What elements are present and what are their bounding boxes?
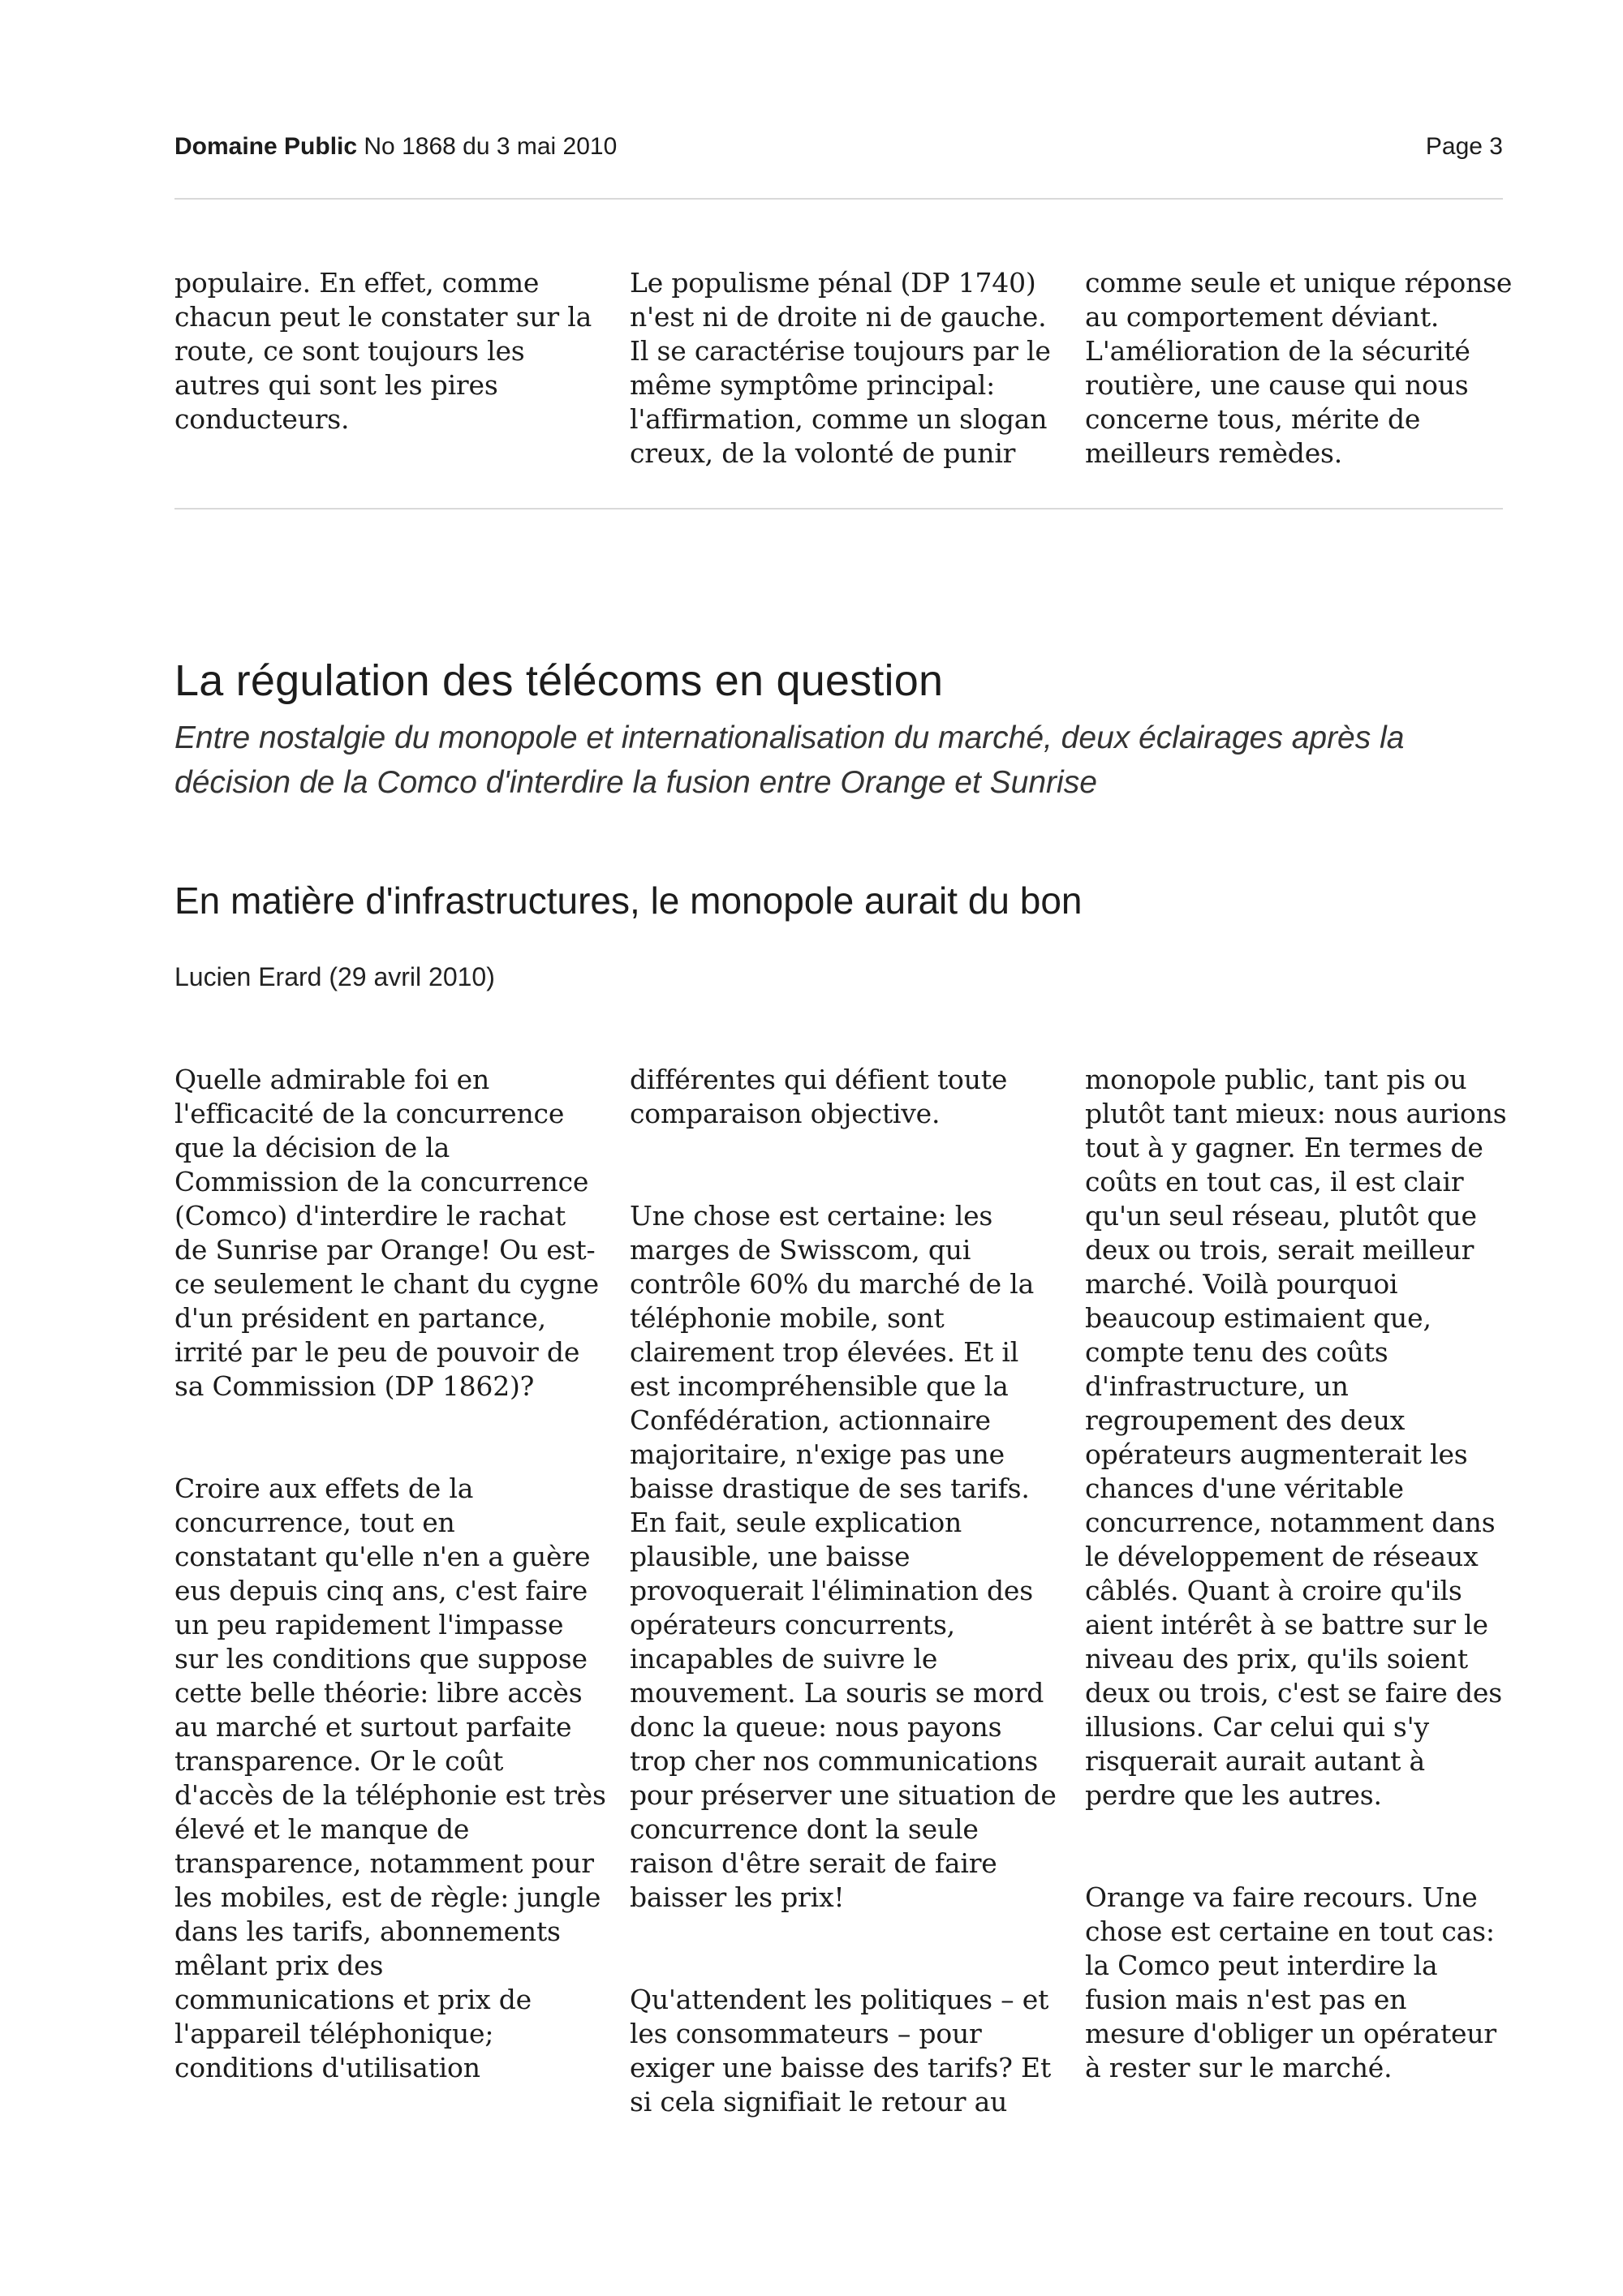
header-divider [174, 198, 1503, 200]
page-number: Page 3 [1425, 133, 1503, 160]
paragraph: monopole public, tant pis ou plutôt tant mieux: nous aurions tout à y gagner. En termes de coûts en tout cas, il est clair qu'un seul réseau, plutôt que deux ou trois, serait meilleur marché. Voilà pourquoi beaucoup estimaient que, compte tenu des coûts d'infrastructure, un regroupement des deux opérateurs augmenterait les chances d'une véritable concurrence, notamment dans le développement de réseaux câblés. Quant à croire qu'ils aient intérêt à se battre sur le niveau des prix, qu'ils soient deux ou trois, c'est se faire des illusions. Car celui qui s'y risquerait aurait autant à perdre que les autres. [1085, 1064, 1507, 1811]
issue-info: No 1868 du 3 mai 2010 [364, 133, 618, 160]
paragraph: Orange va faire recours. Une chose est certaine en tout cas: la Comco peut interdire la fusion mais n'est pas en mesure d'obliger un opérateur à rester sur le marché. [1085, 1881, 1497, 2083]
paragraph: Quelle admirable foi en l'efficacité de la concurrence que la décision de la Commission de la concurrence (Comco) d'interdire le rachat de Sunrise par Orange! Ou est- ce seulement le chant du cygne d'un président en partance, irrité par le peu de pouvoir de sa Commission (DP 1862)? [174, 1064, 600, 1402]
article-column-2 [630, 1029, 1068, 2153]
paragraph: Qu'attendent les politiques – et les consommateurs – pour exiger une baisse des tarifs? Et si cela signifiait le retour au [630, 1984, 1052, 2118]
paragraph: Croire aux effets de la concurrence, tout en constatant qu'elle n'en a guère eus depuis cinq ans, c'est faire un peu rapidement l'impasse sur les conditions que suppose cette belle théorie: libre accès au marché et surtout parfaite transparence. Or le coût d'accès de la téléphonie est très élevé et le manque de transparence, notamment pour les mobiles, est de règle: jungle dans les tarifs, abonnements mêlant prix des communications et prix de l'appareil téléphonique; conditions d'utilisation [174, 1473, 606, 2083]
previous-article-col-1: populaire. En effet, comme chacun peut le constater sur la route, ce sont toujours les autres qui sont les pires conducteurs. [174, 267, 592, 435]
article-byline: Lucien Erard (29 avril 2010) [174, 962, 495, 991]
paragraph: Une chose est certaine: les marges de Swisscom, qui contrôle 60% du marché de la téléphonie mobile, sont clairement trop élevées. Et il est incompréhensible que la Confédération, actionnaire majoritaire, n'exige pas une baisse drastique de ses tarifs. En fait, seule explication plausible, une baisse provoquerait l'élimination des opérateurs concurrents, incapables de suivre le mouvement. La souris se mord donc la queue: nous payons trop cher nos communications pour préserver une situation de concurrence dont la seule raison d'être serait de faire baisser les prix! [630, 1200, 1057, 1913]
paragraph: différentes qui défient toute comparaison objective. [630, 1064, 1008, 1129]
previous-article-col-3: comme seule et unique réponse au comportement déviant. L'amélioration de la sécurité routière, une cause qui nous concerne tous, mérite de meilleurs remèdes. [1085, 267, 1513, 469]
previous-article-col-2: Le populisme pénal (DP 1740) n'est ni de droite ni de gauche. Il se caractérise toujours par le même symptôme principal: l'affirmation, comme un slogan creux, de la volonté de punir [630, 267, 1051, 469]
article-column-1 [174, 1029, 613, 2119]
article-subtitle: Entre nostalgie du monopole et internationalisation du marché, deux éclairages après la décision de la Comco d'interdire la fusion entre Orange et Sunrise [174, 720, 1405, 800]
article-title: La régulation des télécoms en question [174, 656, 944, 705]
page-header [174, 133, 617, 161]
article-column-3 [1085, 1029, 1523, 2119]
publication-name: Domaine Public [174, 133, 358, 160]
article-subhead: En matière d'infrastructures, le monopole aurait du bon [174, 879, 1083, 922]
article-divider [174, 508, 1503, 510]
